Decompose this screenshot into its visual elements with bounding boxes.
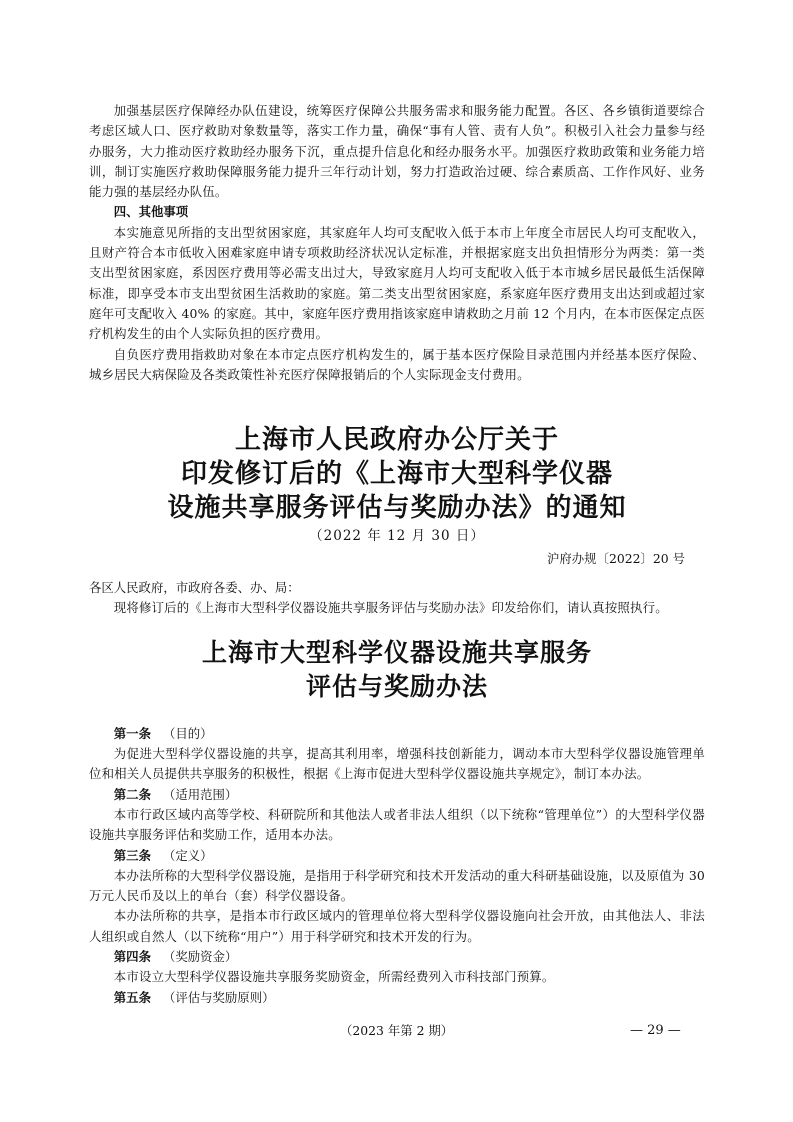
body-paragraph: 本实施意见所指的支出型贫困家庭，其家庭年人均可支配收入低于本市上年度全市居民人均可支配收入，且财产符合本市低收入困难家庭申请专项救助经济状况认定标准，并根据家庭支出负担情形分为两类：第一类支出型贫困家庭，系因医疗费用等必需支出过大，导致家庭月人均可支配收入低于本市城乡居民最低生活保障标准，即享受本市支出型贫困生活救助的家庭。第二类支出型贫困家庭，系家庭年医疗费用支出达到或超过家庭年可支配收入 40% 的家庭。其中，家庭年医疗费用指该家庭申请救助之月前 12 个月内，在本市医保定点医疗机构发生的由个人实际负担的医疗费用。 (89, 224, 705, 342)
article-heading (89, 988, 705, 1008)
article-topic: （评估与奖励原则） (162, 989, 275, 1005)
notice-title-line: 上海市人民政府办公厅关于 (234, 425, 559, 456)
notice-title-line: 印发修订后的《上海市大型科学仪器 (180, 459, 613, 490)
article-heading (89, 846, 705, 866)
article-heading (89, 724, 705, 744)
article-number: 第一条 (113, 725, 151, 741)
article-paragraph: 本办法所称的共享，是指本市行政区域内的管理单位将大型科学仪器设施向社会开放，由其他法人、非法人组织或自然人（以下统称“用户”）用于科学研究和技术开发的行为。 (89, 908, 705, 944)
article-number: 第四条 (113, 949, 151, 965)
page-footer (0, 1021, 793, 1041)
issue-label: （2023 年第 2 期） (340, 1023, 454, 1038)
article-paragraph: 为促进大型科学仪器设施的共享，提高其利用率，增强科技创新能力，调动本市大型科学仪器设施管理单位和相关人员提供共享服务的积极性，根据《上海市促进大型科学仪器设施共享规定》，制订本办法。 (89, 746, 705, 782)
body-paragraph: 加强基层医疗保障经办队伍建设，统筹医疗保障公共服务需求和服务能力配置。各区、各乡镇街道要综合考虑区域人口、医疗救助对象数量等，落实工作力量，确保“事有人管、责有人负”。积极引入社会力量参与经办服务，大力推动医疗救助经办服务下沉，重点提升信息化和经办服务水平。加强医疗救助政策和业务能力培训，制订实施医疗救助保障服务能力提升三年行动计划，努力打造政治过硬、综合素质高、工作作风好、业务能力强的基层经办队伍。 (89, 103, 705, 200)
article-paragraph: 本市设立大型科学仪器设施共享服务奖励资金，所需经费列入市科技部门预算。 (113, 969, 555, 985)
article-number: 第三条 (113, 847, 151, 863)
addressee: 各区人民政府，市政府各委、办、局： (89, 580, 300, 596)
regulation-title-line: 评估与奖励办法 (305, 671, 488, 701)
article-topic: （奖励资金） (162, 949, 238, 965)
section-heading: 四、其他事项 (113, 204, 189, 220)
article-paragraph: 本办法所称的大型科学仪器设施，是指用于科学研究和技术开发活动的重大科研基础设施，以及原值为 30 万元人民币及以上的单台（套）科学仪器设备。 (89, 867, 705, 904)
article-number: 第五条 (113, 989, 151, 1005)
notice-date: （2022 年 12 月 30 日） (309, 528, 485, 545)
article-number: 第二条 (113, 786, 151, 802)
article-paragraph: 本市行政区域内高等学校、科研院所和其他法人或者非法人组织（以下统称“管理单位”）的大型科学仪器设施共享服务评估和奖励工作，适用本办法。 (89, 806, 705, 843)
article-heading (89, 947, 705, 967)
body-paragraph: 自负医疗费用指救助对象在本市定点医疗机构发生的，属于基本医疗保险目录范围内并经基本医疗保险、城乡居民大病保险及各类政策性补充医疗保障报销后的个人实际现金支付费用。 (89, 346, 705, 382)
regulation-title-line: 上海市大型科学仪器设施共享服务 (201, 637, 592, 667)
article-topic: （适用范围） (162, 786, 238, 802)
article-topic: （目的） (162, 725, 213, 741)
document-number: 沪府办规〔2022〕20 号 (547, 551, 685, 567)
notice-body: 现将修订后的《上海市大型科学仪器设施共享服务评估与奖励办法》印发给你们，请认真按照执行。 (113, 600, 668, 616)
regulation-title (89, 636, 705, 704)
page-number: — 29 — (630, 1023, 681, 1038)
notice-title-line: 设施共享服务评估与奖励办法》的通知 (167, 493, 627, 524)
page-content (89, 101, 705, 1008)
notice-title (89, 423, 705, 525)
article-heading (89, 785, 705, 805)
article-topic: （定义） (162, 847, 213, 863)
